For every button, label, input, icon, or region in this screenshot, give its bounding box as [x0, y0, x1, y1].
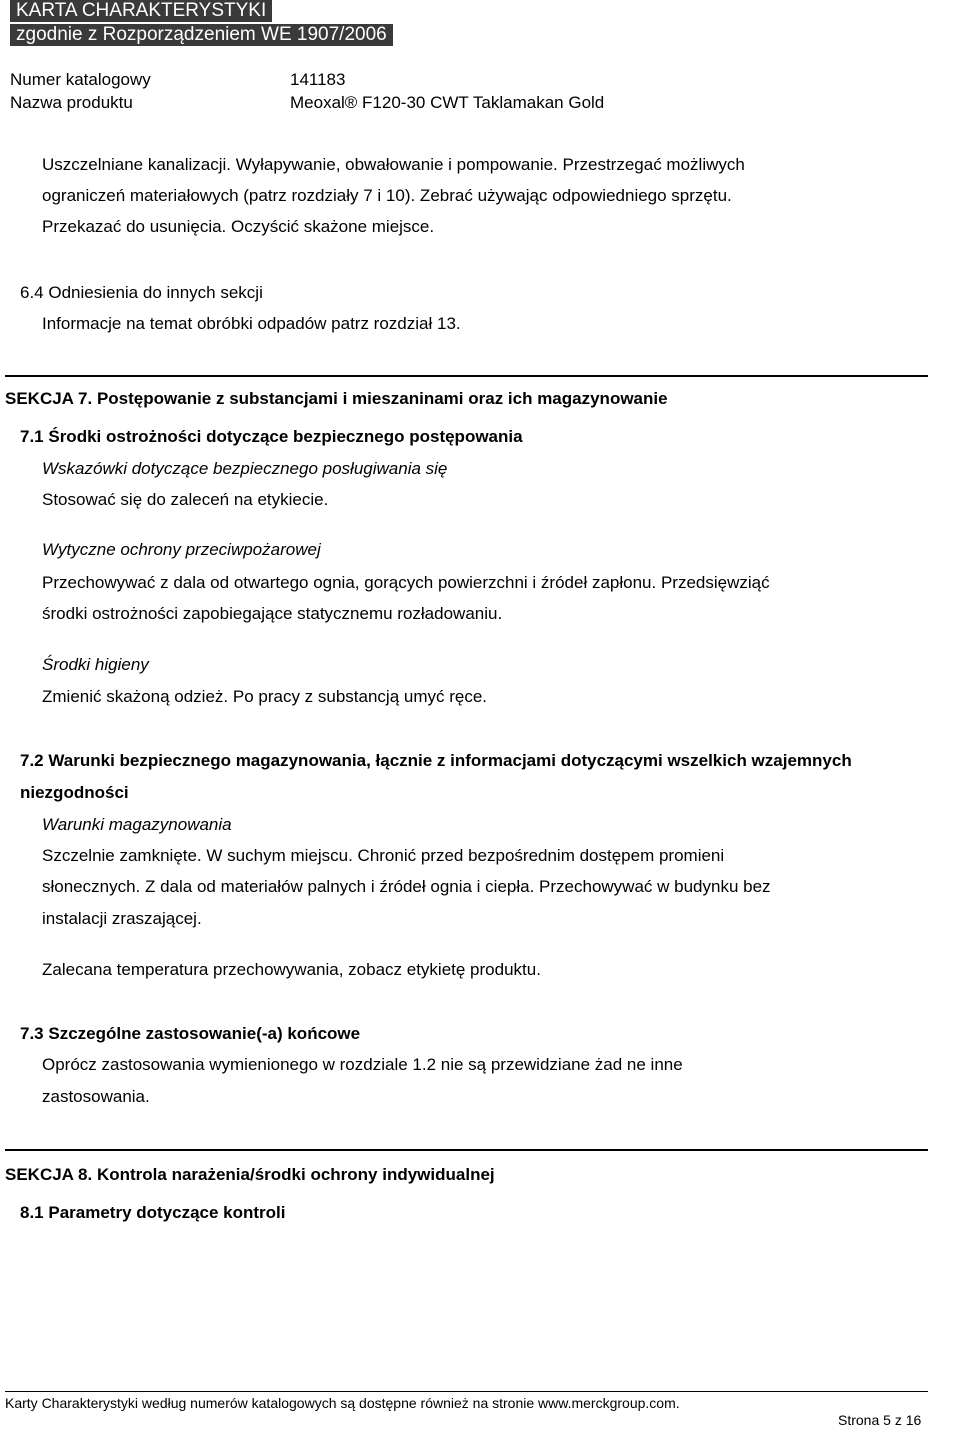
section-7-2-text-2: słonecznych. Z dala od materiałów palnych i źródeł ognia i ciepła. Przechowywać w budynku bez: [42, 877, 771, 896]
section-7-1-subheading-handling: Wskazówki dotyczące bezpiecznego posługiwania się: [42, 459, 448, 478]
product-name-value: Meoxal® F120-30 CWT Taklamakan Gold: [290, 93, 605, 112]
section-7-1-subheading-fire: Wytyczne ochrony przeciwpożarowej: [42, 540, 321, 559]
section-7-2-heading-2: niezgodności: [20, 783, 129, 802]
section-7-2-text-3: instalacji zraszającej.: [42, 909, 202, 928]
intro-line-2: ograniczeń materiałowych (patrz rozdziały 7 i 10). Zebrać używając odpowiedniego sprzętu.: [42, 186, 732, 205]
section-7-2-temperature: Zalecana temperatura przechowywania, zobacz etykietę produktu.: [42, 960, 541, 979]
footer-divider: [5, 1391, 928, 1392]
section-7-1-heading: 7.1 Środki ostrożności dotyczące bezpiecznego postępowania: [20, 427, 523, 446]
document-title: KARTA CHARAKTERYSTYKI: [10, 0, 272, 22]
section-6-4-heading: 6.4 Odniesienia do innych sekcji: [20, 283, 263, 302]
section-7-1-text-handling: Stosować się do zaleceń na etykiecie.: [42, 490, 329, 509]
section-8-heading: SEKCJA 8. Kontrola narażenia/środki ochrony indywidualnej: [5, 1165, 495, 1184]
section-7-2-text-1: Szczelnie zamknięte. W suchym miejscu. Chronić przed bezpośrednim dostępem promieni: [42, 846, 725, 865]
section-7-3-text-1: Oprócz zastosowania wymienionego w rozdziale 1.2 nie są przewidziane żad ne inne: [42, 1055, 683, 1074]
section-7-1-text-fire-1: Przechowywać z dala od otwartego ognia, gorących powierzchni i źródeł zapłonu. Przedsięwziąć: [42, 573, 770, 592]
section-divider: [5, 1149, 928, 1151]
section-7-1-text-hygiene: Zmienić skażoną odzież. Po pracy z substancją umyć ręce.: [42, 687, 488, 706]
section-divider: [5, 375, 928, 377]
catalog-number-label: Numer katalogowy: [10, 70, 151, 89]
section-8-1-heading: 8.1 Parametry dotyczące kontroli: [20, 1203, 286, 1222]
intro-line-3: Przekazać do usunięcia. Oczyścić skażone miejsce.: [42, 217, 435, 236]
page-number: Strona 5 z 16: [838, 1412, 922, 1428]
catalog-number-value: 141183: [290, 70, 346, 89]
footer-note: Karty Charakterystyki według numerów katalogowych są dostępne również na stronie www.merckgroup.com.: [5, 1395, 680, 1411]
section-6-4-text: Informacje na temat obróbki odpadów patrz rozdział 13.: [42, 314, 461, 333]
intro-line-1: Uszczelniane kanalizacji. Wyłapywanie, obwałowanie i pompowanie. Przestrzegać możliwych: [42, 155, 745, 174]
document-subtitle: zgodnie z Rozporządzeniem WE 1907/2006: [10, 24, 393, 46]
product-name-label: Nazwa produktu: [10, 93, 133, 112]
section-7-1-subheading-hygiene: Środki higieny: [42, 655, 149, 674]
section-7-2-subheading-storage: Warunki magazynowania: [42, 815, 232, 834]
section-7-2-heading-1: 7.2 Warunki bezpiecznego magazynowania, łącznie z informacjami dotyczącymi wszelkich wzajemnych: [20, 751, 852, 770]
section-7-heading: SEKCJA 7. Postępowanie z substancjami i mieszaninami oraz ich magazynowanie: [5, 389, 668, 408]
section-7-3-text-2: zastosowania.: [42, 1087, 150, 1106]
section-7-3-heading: 7.3 Szczególne zastosowanie(-a) końcowe: [20, 1024, 361, 1043]
section-7-1-text-fire-2: środki ostrożności zapobiegające statycznemu rozładowaniu.: [42, 604, 503, 623]
